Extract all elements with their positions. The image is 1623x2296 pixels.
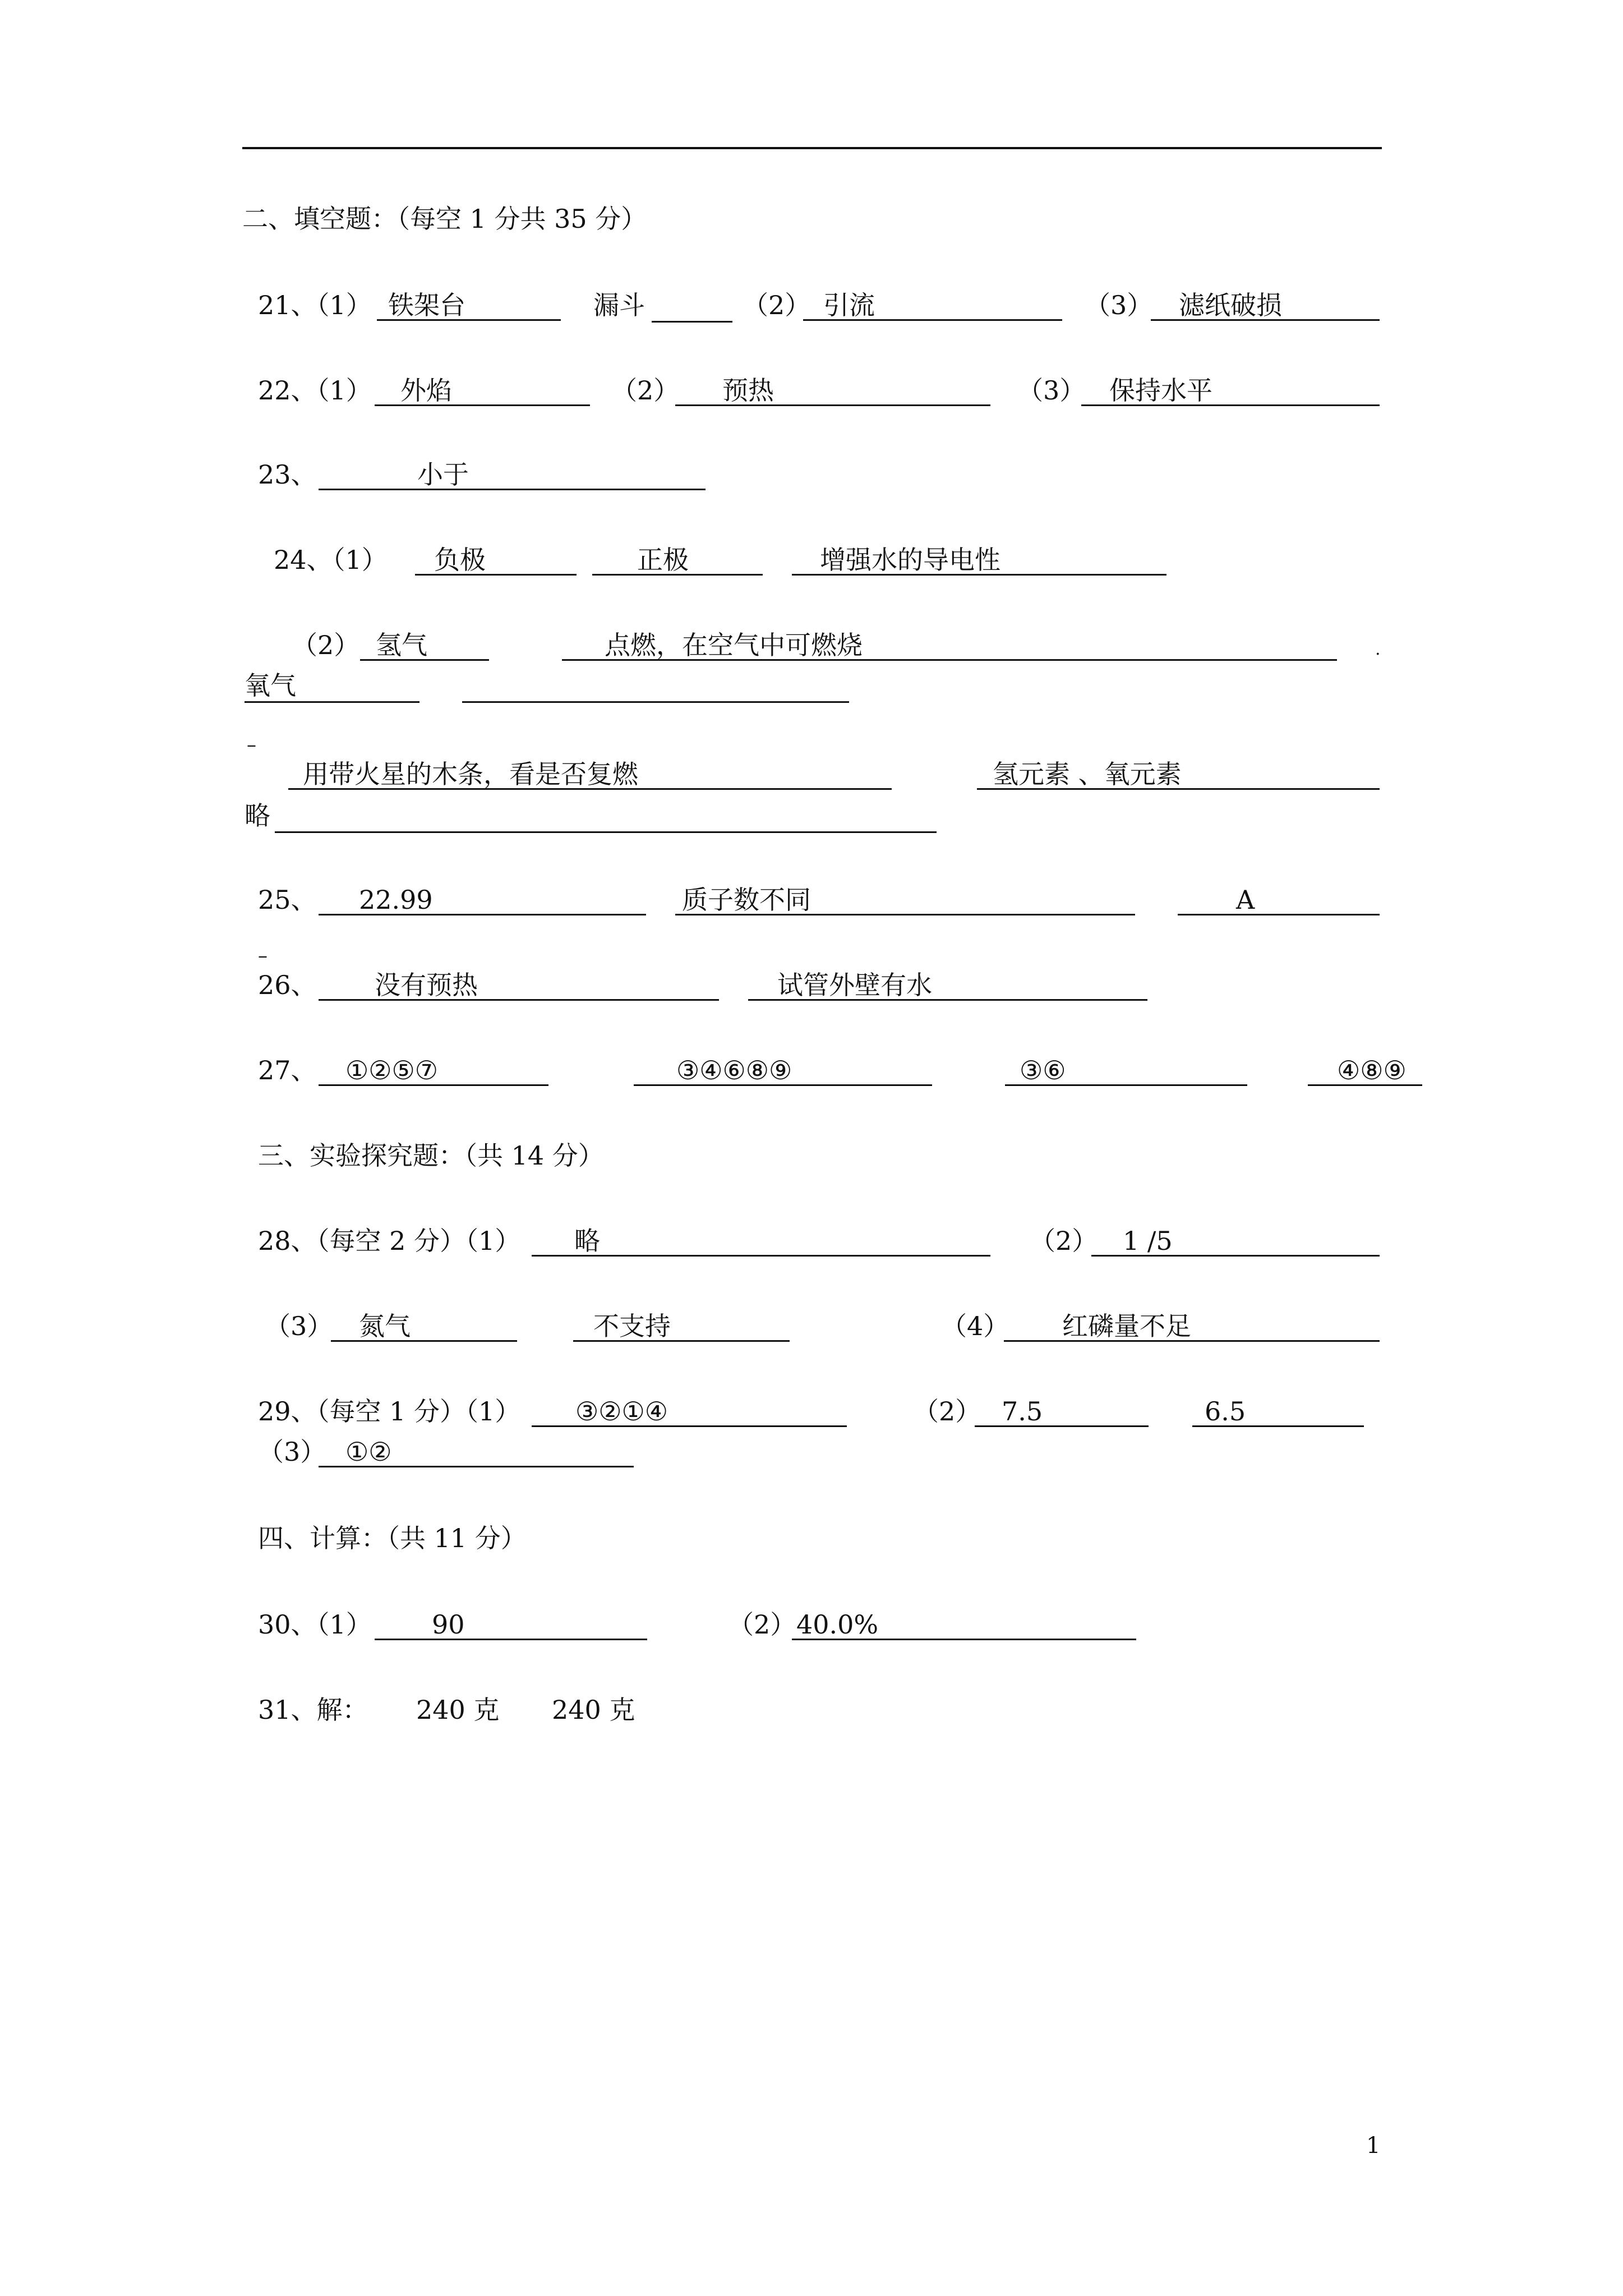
q25-label: 25、 [258,885,317,915]
q25-answer-3: A [1178,884,1380,915]
q29-part-2-label: （2） [913,1396,981,1427]
q24-answer-b6: 略 [245,800,270,831]
q22-part-2-label: （2） [611,375,680,406]
q24-dash-mark: – [247,734,256,756]
q31-answer-2: 240 克 [552,1695,635,1725]
q24-answer-b6-line [275,800,937,833]
q27-answer-1: ①②⑤⑦ [319,1055,548,1086]
q23-answer-1: 小于 [319,459,706,490]
q21-answer-4: 滤纸破损 [1151,289,1380,321]
q25-dash-mark: – [258,945,268,967]
section-heading-fill-blank: 二、填空题：（每空 1 分共 35 分） [242,204,647,234]
q24-answer-3: 增强水的导电性 [792,544,1166,576]
q24-answer-b5: 氢元素 、氧元素 [977,758,1380,790]
q23-label: 23、 [258,459,317,490]
q31-label: 31、解： [258,1695,368,1725]
q28-part-2-label: （2） [1030,1226,1098,1256]
q24-part-2-label: （2） [292,630,360,660]
q21-answer-1: 铁架台 [377,289,561,321]
q28-answer-1: 略 [532,1225,990,1257]
q26-answer-1: 没有预热 [319,969,719,1001]
q22-answer-1: 外焰 [375,375,590,406]
q30-answer-2: 40.0% [792,1609,1136,1640]
q26-answer-2: 试管外壁有水 [748,969,1147,1001]
q22-label: 22、（1） [258,375,372,406]
q24-answer-b1: 氢气 [360,629,489,661]
q30-part-2-label: （2） [728,1609,796,1640]
q24-answer-b4: 用带火星的木条，看是否复燃 [288,758,892,790]
q27-answer-2: ③④⑥⑧⑨ [634,1055,932,1086]
q27-answer-3: ③⑥ [1005,1055,1247,1086]
q28-answer-3: 氮气 [331,1310,517,1342]
q27-answer-4: ④⑧⑨ [1308,1055,1422,1086]
q28-label: 28、（每空 2 分）（1） [258,1226,521,1256]
section-heading-calc: 四、计算：（共 11 分） [258,1523,527,1553]
q28-answer-5: 红磷量不足 [1004,1310,1380,1342]
q24-label: 24、（1） [274,545,388,575]
q25-answer-2: 质子数不同 [675,884,1135,915]
q27-label: 27、 [258,1055,317,1085]
q24-answer-2: 正极 [592,544,763,576]
q29-answer-3: 6.5 [1192,1396,1364,1427]
page-number: 1 [1366,2133,1381,2159]
q28-part-3-label: （3） [265,1311,333,1341]
q21-answer-3: 引流 [803,289,1062,321]
q24-answer-b2: 点燃，在空气中可燃烧 [562,629,1337,661]
q21-answer-2: 漏斗 [593,290,645,320]
q21-part-2-label: （2） [743,290,811,320]
q30-label: 30、（1） [258,1609,372,1640]
q24-answer-1: 负极 [415,544,577,576]
q29-answer-2: 7.5 [975,1396,1149,1427]
q21-label: 21、（1） [258,290,372,320]
q28-answer-4: 不支持 [573,1310,790,1342]
q28-part-4-label: （4） [941,1311,1009,1341]
header-rule [242,147,1382,149]
q24-trailing-dot: . [1375,639,1381,659]
q26-label: 26、 [258,970,317,1000]
q25-answer-1: 22.99 [319,884,646,915]
q22-answer-3: 保持水平 [1081,375,1380,406]
q24-answer-b3-line [462,670,849,703]
q21-answer-2-line [652,289,732,323]
q29-answer-1: ③②①④ [532,1396,847,1427]
q22-answer-2: 预热 [675,375,990,406]
q28-answer-2: 1 /5 [1091,1225,1380,1257]
section-heading-experiment: 三、实验探究题：（共 14 分） [258,1140,604,1171]
q30-answer-1: 90 [375,1609,647,1640]
q24-answer-b3: 氧气 [245,670,419,703]
q29-label: 29、（每空 1 分）（1） [258,1396,521,1427]
q21-part-3-label: （3） [1085,290,1153,320]
q31-answer-1: 240 克 [416,1695,500,1725]
q29-part-3-label: （3） [258,1437,326,1467]
q29-answer-4: ①② [319,1436,634,1467]
q22-part-3-label: （3） [1017,375,1086,406]
